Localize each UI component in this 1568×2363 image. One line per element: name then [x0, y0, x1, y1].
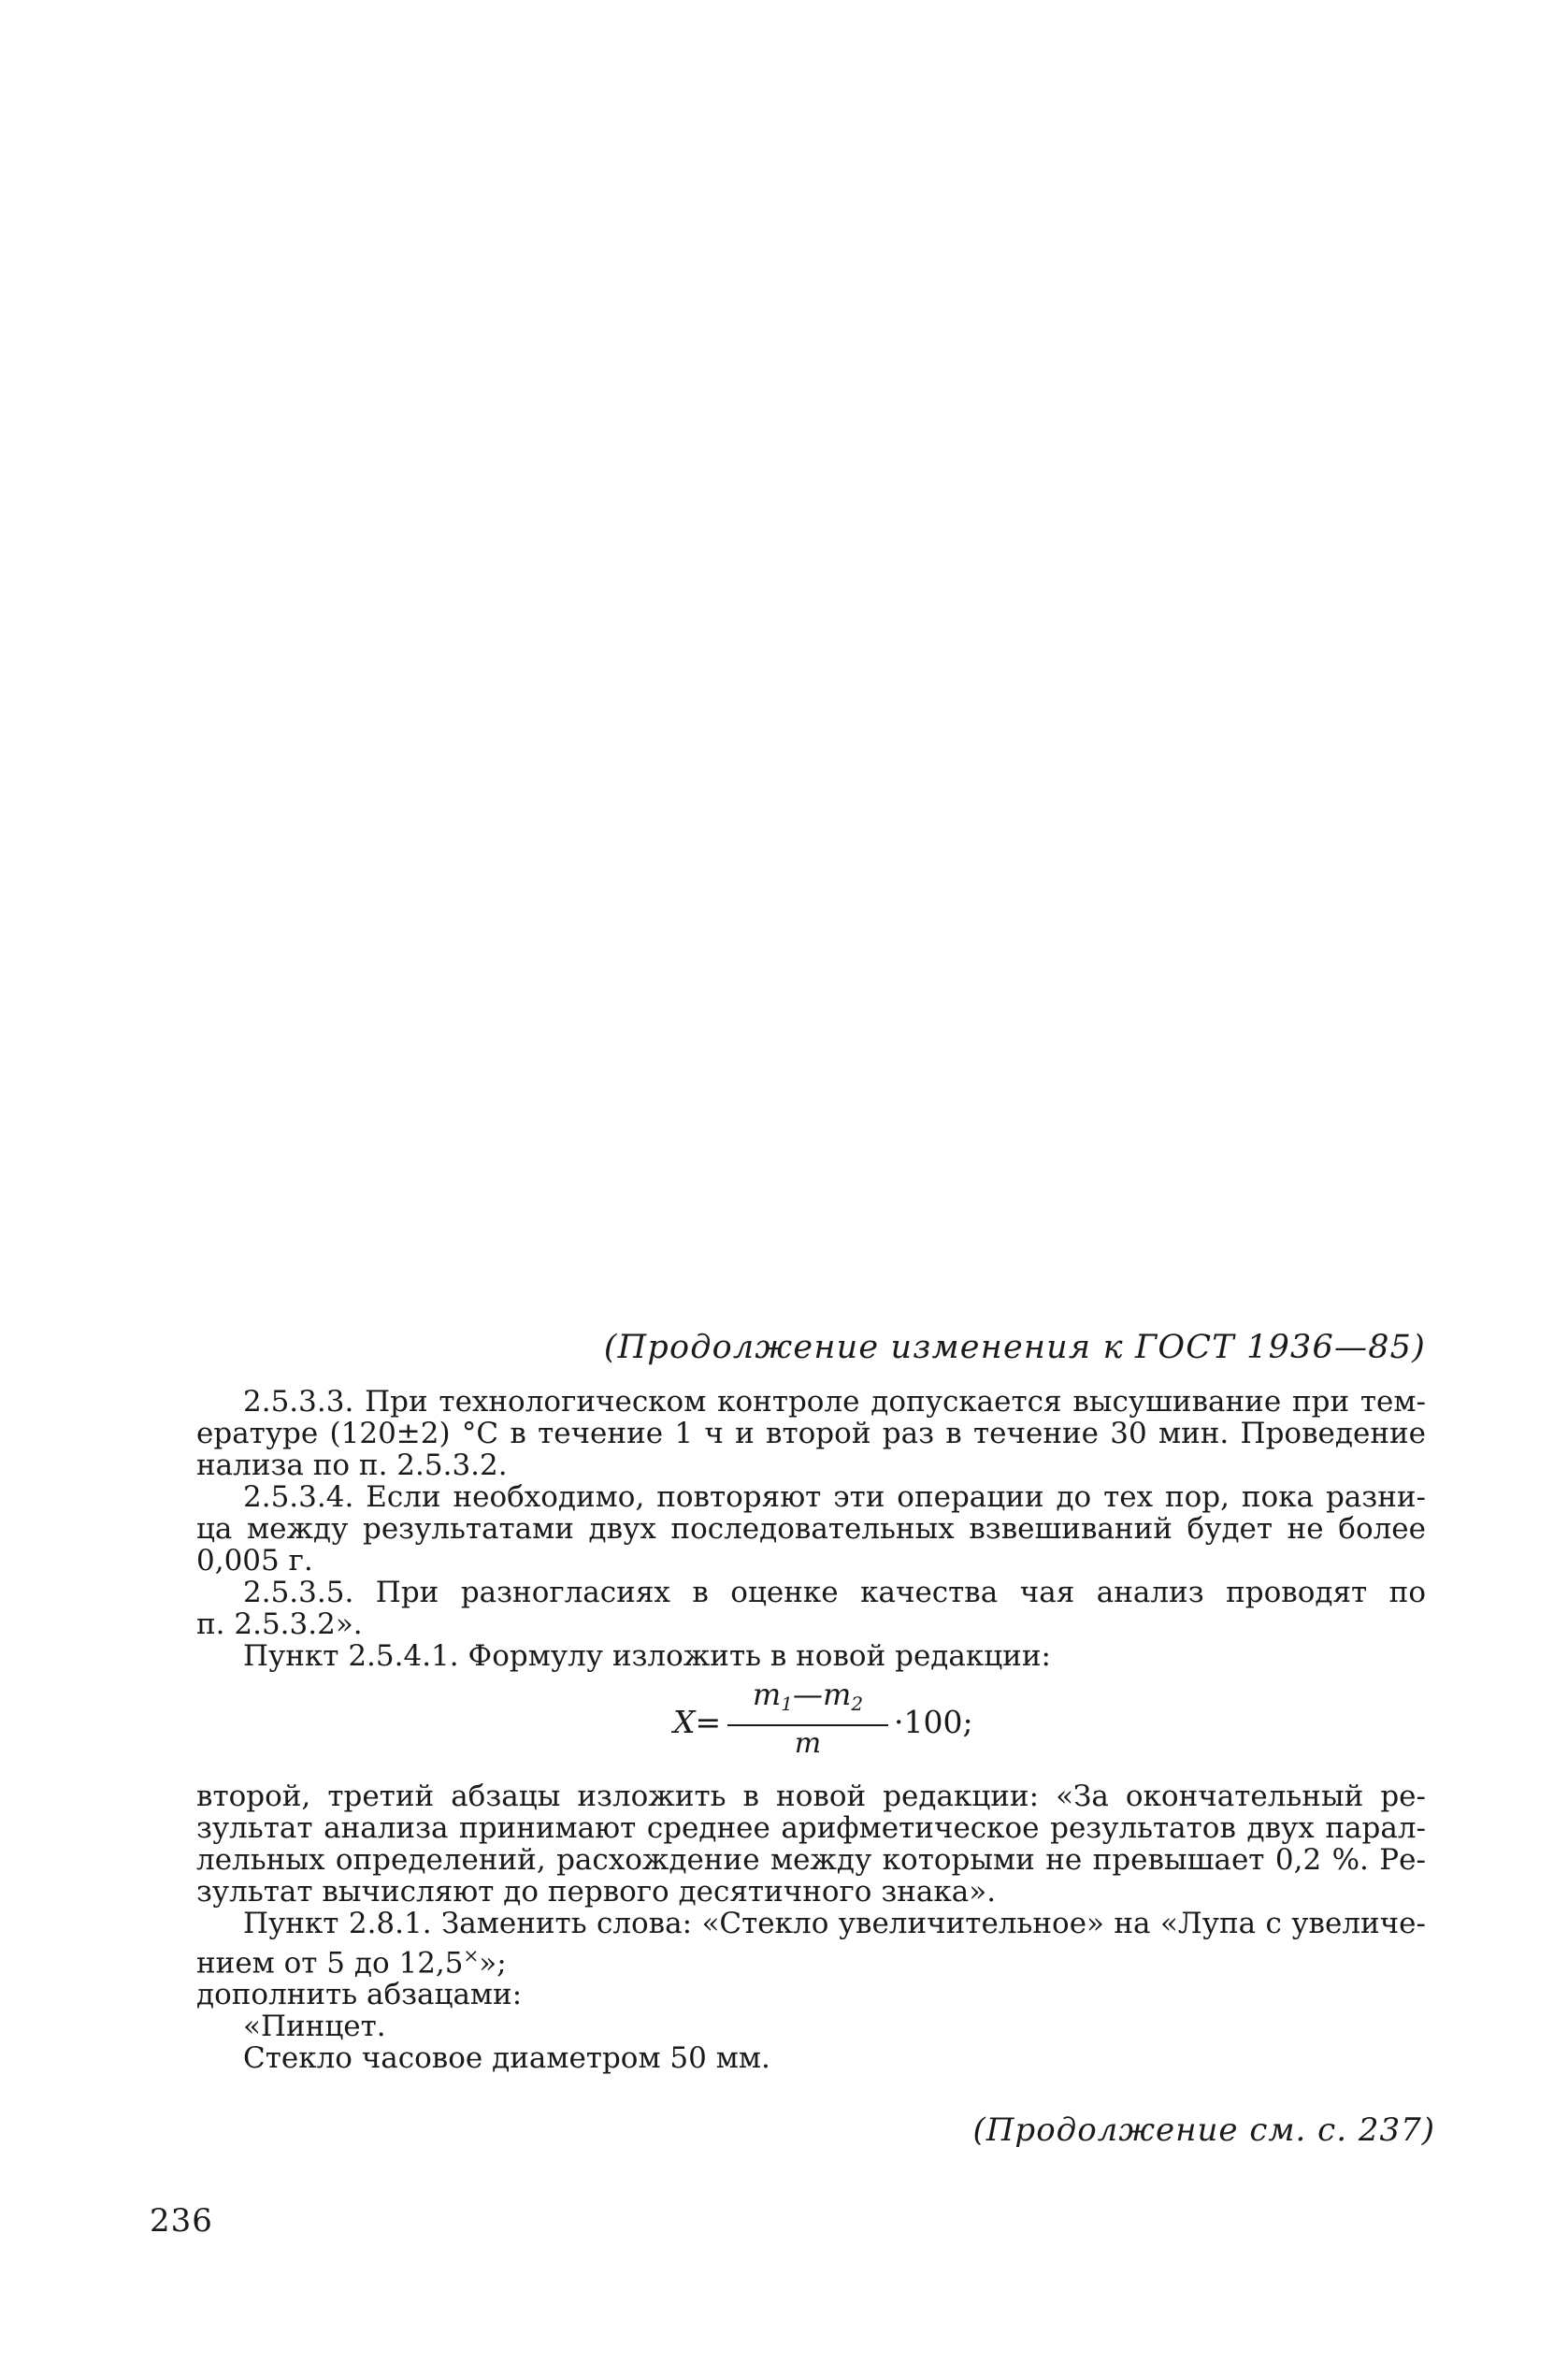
- formula-rhs: ·100;: [894, 1704, 973, 1740]
- text-line: зультат анализа принимают среднее арифметическое результатов двух парал-: [196, 1811, 1426, 1845]
- text-line: п. 2.5.3.2».: [196, 1607, 363, 1641]
- text-line: 2.5.3.4. Если необходимо, повторяют эти операции до тех пор, пока разни-: [243, 1480, 1426, 1514]
- continuation-header: (Продолжение изменения к ГОСТ 1936—85): [603, 1329, 1426, 1366]
- text-line: дополнить абзацами:: [196, 1978, 523, 2012]
- text-line: лельных определений, расхождение между которыми не превышает 0,2 %. Ре-: [196, 1843, 1426, 1877]
- formula-denominator: m: [794, 1727, 822, 1760]
- continuation-footer: (Продолжение см. с. 237): [972, 2111, 1435, 2149]
- text-line: «Пинцет.: [243, 2010, 386, 2044]
- text-line: 2.5.3.3. При технологическом контроле допускается высушивание при тем-: [243, 1385, 1426, 1419]
- text-line: Пункт 2.8.1. Заменить слова: «Стекло увеличительное» на «Лупа с увеличе-: [243, 1907, 1426, 1940]
- text-line: ца между результатами двух последовательных взвешиваний будет не более: [196, 1512, 1426, 1546]
- formula: [196, 1676, 1426, 1773]
- text-line: Стекло часовое диаметром 50 мм.: [243, 2041, 770, 2076]
- body-text: [196, 1386, 1426, 2074]
- page-number: 236: [150, 2202, 213, 2240]
- text-line: зультат вычисляют до первого десятичного знака».: [196, 1875, 997, 1909]
- text-line: ературе (120±2) °С в течение 1 ч и второй раз в течение 30 мин. Проведение: [196, 1417, 1426, 1450]
- text-line: 2.5.3.5. При разногласиях в оценке качества чая анализ проводят по: [243, 1576, 1426, 1609]
- text-line: Пункт 2.5.4.1. Формулу изложить в новой редакции:: [243, 1639, 1051, 1673]
- formula-numerator: $m_1—m_2$: [752, 1677, 864, 1715]
- text-line: 0,005 г.: [196, 1544, 313, 1578]
- fraction-bar: [727, 1724, 888, 1726]
- text-line: нием от 5 до 12,5×»;: [196, 1944, 507, 1981]
- superscript-times: ×: [463, 1944, 480, 1967]
- formula-lhs: X=: [673, 1704, 722, 1740]
- text-line: второй, третий абзацы изложить в новой редакции: «За окончательный ре-: [196, 1779, 1426, 1813]
- formula-fraction: [727, 1676, 888, 1760]
- text-line: нализа по п. 2.5.3.2.: [196, 1448, 508, 1482]
